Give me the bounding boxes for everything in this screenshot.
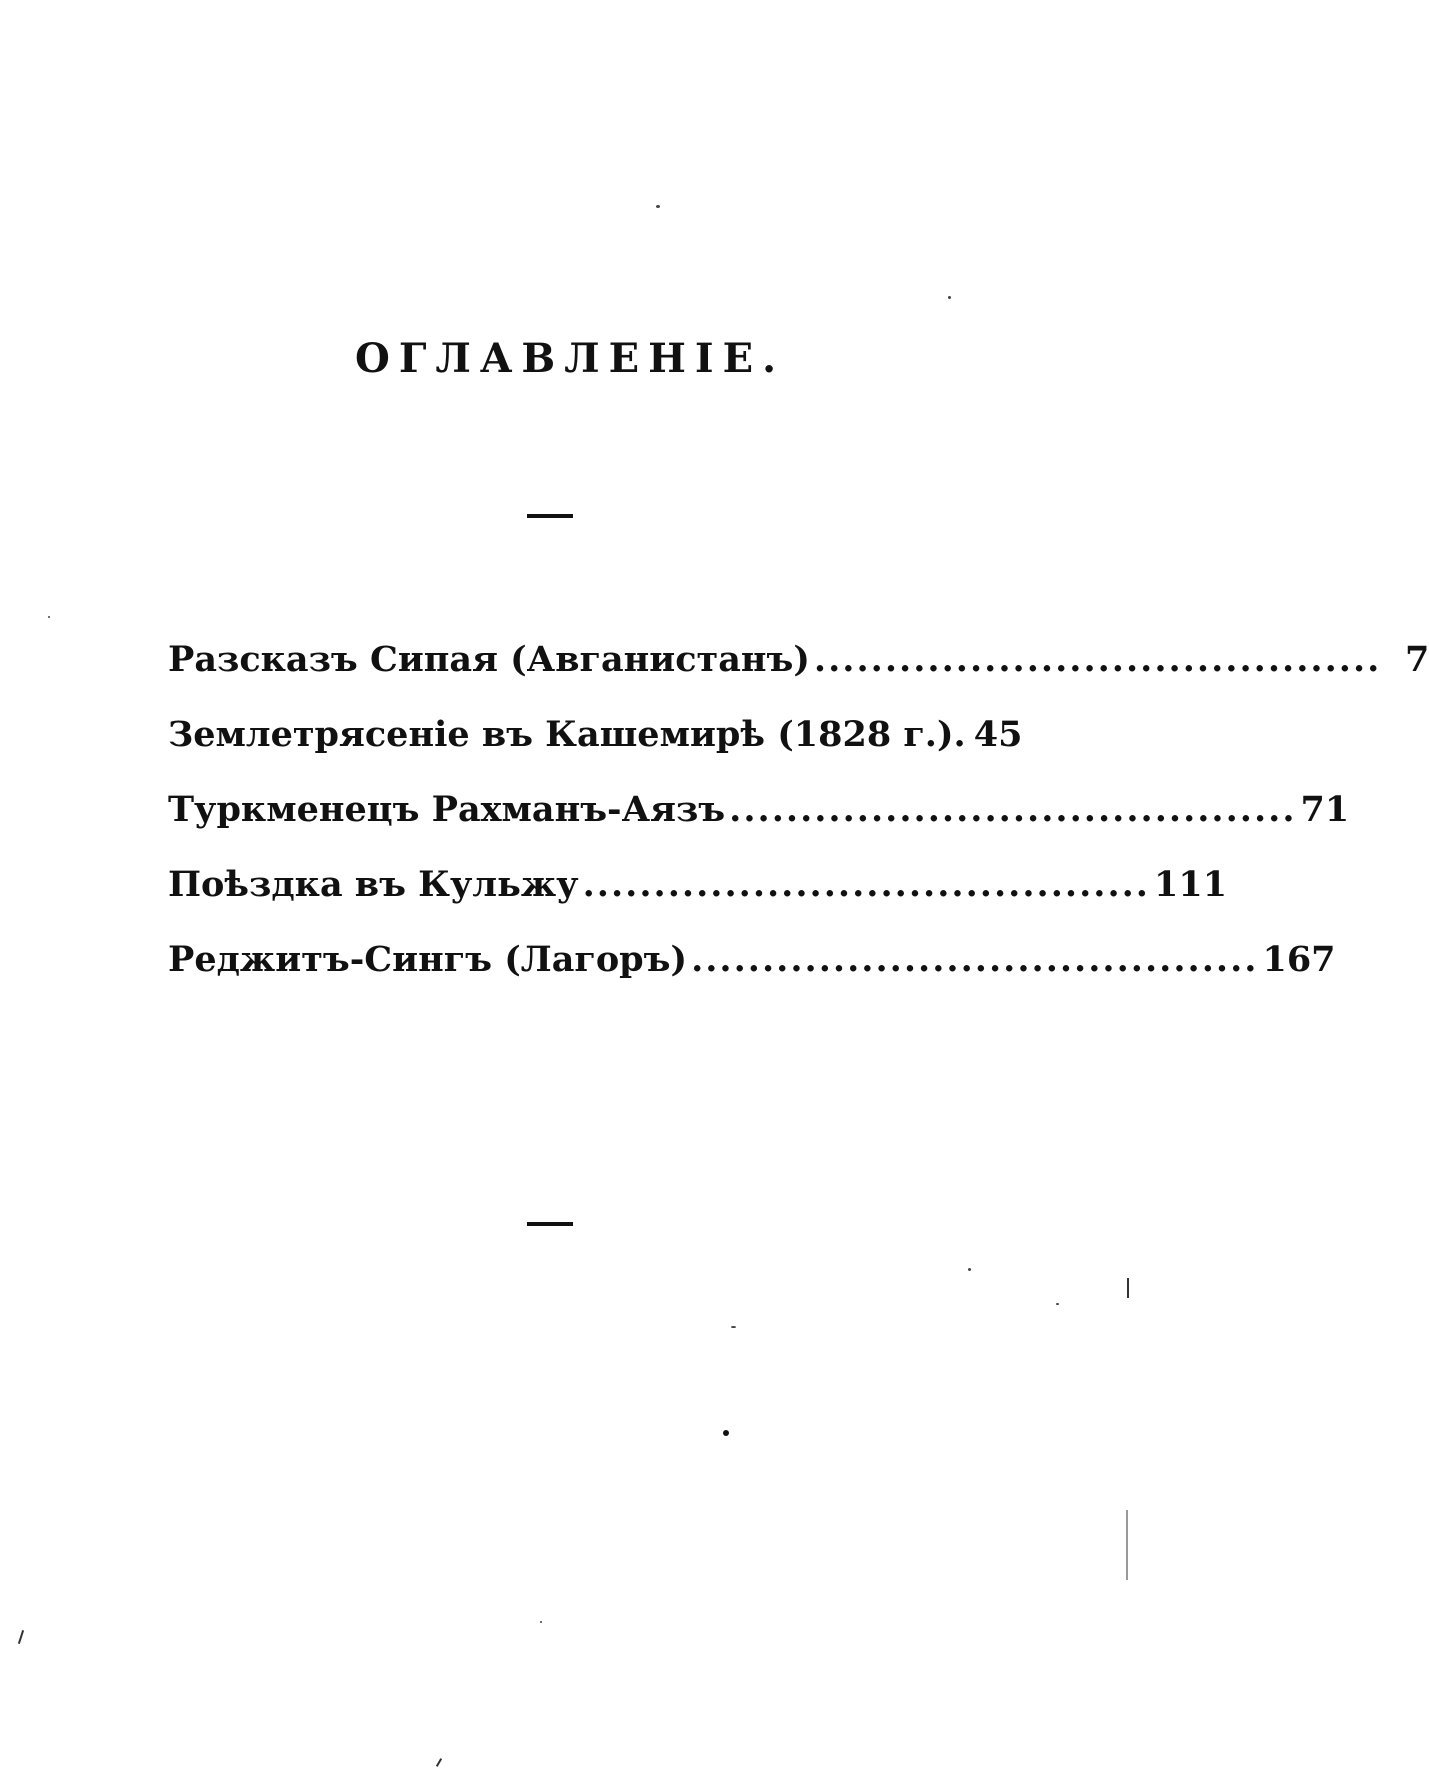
toc-leader-dots: ........................................	[729, 789, 1297, 830]
toc-leader-dots: ........................................	[691, 939, 1259, 980]
toc-leader-dots: ........................................	[813, 639, 1382, 680]
toc-entry[interactable]	[168, 638, 1429, 713]
page-title: ОГЛАВЛЕНІЕ.	[355, 335, 785, 382]
toc-leader-dots: ........................................	[582, 864, 1150, 905]
toc-entry[interactable]	[168, 788, 1350, 863]
scan-speck	[1056, 1303, 1059, 1305]
table-of-contents	[168, 638, 1429, 1013]
toc-entry-title: Разсказъ Сипая (Авганистанъ)	[168, 639, 810, 680]
toc-page-number: 71	[1300, 789, 1350, 830]
toc-entry[interactable]	[168, 863, 1228, 938]
toc-entry[interactable]	[168, 938, 1336, 1013]
toc-entry-title: Туркменецъ Рахманъ-Аязъ	[168, 789, 726, 830]
scan-speck	[540, 1621, 542, 1623]
bottom-divider	[527, 1222, 573, 1226]
scan-mark	[1127, 1278, 1129, 1298]
toc-page-number: 45	[973, 714, 1023, 755]
scan-mark	[436, 1758, 442, 1767]
toc-page-number: 7	[1404, 639, 1429, 680]
toc-entry-title: Реджитъ-Сингъ (Лагоръ)	[168, 939, 688, 980]
scan-speck	[968, 1268, 971, 1271]
toc-page-number: 111	[1154, 864, 1228, 905]
toc-page-number: 167	[1262, 939, 1336, 980]
scan-speck	[731, 1326, 736, 1328]
scan-mark	[18, 1630, 24, 1644]
top-divider	[527, 514, 573, 518]
toc-entry-title: Землетрясеніе въ Кашемирѣ (1828 г.).	[168, 714, 966, 755]
scan-speck	[948, 296, 951, 299]
scan-speck	[656, 205, 660, 208]
scan-speck	[723, 1430, 729, 1436]
scan-mark	[1126, 1510, 1128, 1580]
scan-speck	[48, 616, 50, 618]
toc-entry[interactable]	[168, 713, 1023, 788]
toc-entry-title: Поѣздка въ Кульжу	[168, 864, 579, 905]
